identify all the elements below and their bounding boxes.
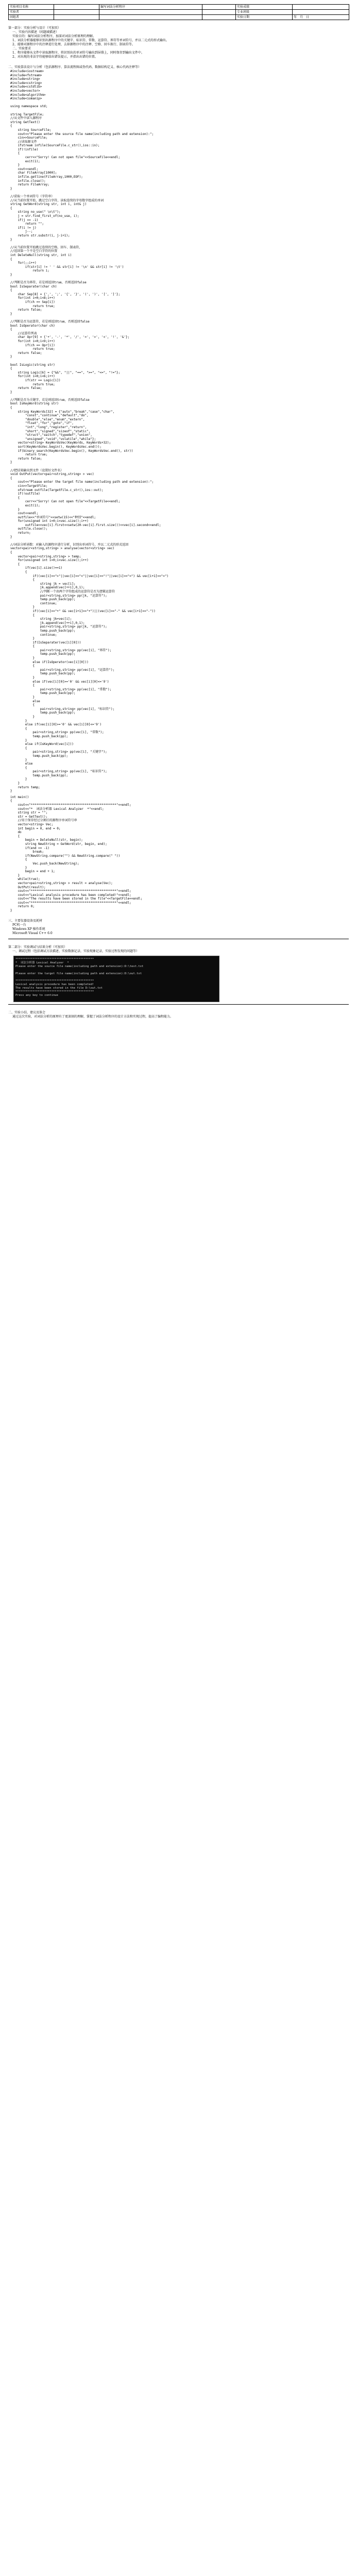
code-line: return i;: [10, 269, 49, 273]
code-line: #include<cstring>: [10, 81, 42, 85]
console-line: The results have been stored in the file D:\out.txt: [15, 986, 103, 990]
header-cell: [54, 10, 99, 15]
code-line: {: [10, 406, 12, 410]
console-line: **********************************************: [15, 957, 94, 961]
code-line: }: [10, 535, 12, 539]
code-line: bool IsLogic(string str): [10, 363, 55, 367]
console-line: **********************************************: [15, 990, 94, 993]
code-line: continue;: [10, 601, 57, 605]
code-line: exit(1);: [10, 159, 40, 163]
code-line: char Sep[8] = {',', ';', '{', '}', '(', ')', '[', ']'};: [10, 292, 121, 296]
text-line: PC机一台: [12, 923, 26, 927]
code-line: for(int i=0;i<6;i++): [10, 375, 55, 379]
code-line: using namespace std;: [10, 105, 48, 109]
code-line: if(ch == Opr[i]): [10, 343, 55, 347]
text-line: 实验目的：编写词法分析程序，加深对词法分析原理的理解。: [12, 35, 96, 38]
code-line: #include<fstream>: [10, 73, 42, 77]
code-line: cout<<"Please enter the source file name(including path and extension):";: [10, 132, 154, 136]
text-line: 二、实验要求: [12, 47, 31, 50]
code-line: temp.push_back(pp);: [10, 598, 76, 602]
code-line: if(j == -1): [10, 218, 39, 222]
code-line: for(int i=0;i<9;i++): [10, 339, 55, 343]
code-line: if(IsSeparater(vec[i][0])): [10, 640, 81, 645]
code-line: }: [10, 507, 20, 512]
code-line: cout<<"* 词法分析器 Lexical Analyzer *"<<endl;: [10, 807, 104, 811]
code-line: }: [10, 909, 12, 913]
code-line: ifstream infile(SourceFile.c_str(),ios::in);: [10, 144, 100, 148]
code-line: //词法分析函数：对输入的源程序进行分析，识别出单词符号，并以二元式的形式返回: [10, 543, 129, 547]
code-line: char Opr[9] = {'+', '-', '*', '/', '=', '>', '<', '!', '&'};: [10, 335, 130, 340]
code-line: cout<<endl;: [10, 512, 39, 516]
code-line: if(ch == Sep[i]): [10, 300, 55, 304]
code-line: {: [10, 613, 35, 617]
code-line: {: [10, 664, 35, 668]
code-line: [8, 539, 349, 543]
code-line: pair<string,string> pp(vec[i], "标识符");: [10, 707, 115, 711]
code-line: return temp;: [10, 785, 40, 789]
code-line: for(unsigned int i=0;i<vec.size();i++): [10, 558, 89, 563]
code-line: }: [10, 782, 20, 786]
code-line: vector<pair<string,string> > temp;: [10, 554, 81, 558]
code-line: {: [10, 496, 20, 500]
code-line: }: [10, 758, 27, 762]
header-cell: [202, 15, 236, 20]
code-line: }: [10, 789, 12, 793]
code-line: [8, 394, 349, 398]
part3-title: 三、主要仪器设备及耗材: [8, 919, 43, 923]
header-cell: [293, 10, 349, 15]
section-divider: [8, 1004, 349, 1005]
code-line: {: [10, 289, 12, 293]
code-line: temp.push_back(pp);: [10, 754, 68, 758]
code-line: temp.push_back(pp);: [10, 773, 68, 777]
code-line: continue;: [10, 633, 57, 637]
code-line: }: [10, 777, 27, 782]
code-line: str = GetText();: [10, 815, 48, 819]
code-line: if((vec[i]=="+" && vec[i+1]=="+")||(vec[i]=="-" && vec[i+1]=="-")): [10, 609, 156, 613]
code-line: }: [10, 866, 27, 870]
text-line: 通过这次实验，对词法分析的原理有了更深刻的理解，掌握了词法分析程序的设计方法和实现过程，提高了编程能力。: [12, 1014, 174, 1019]
code-line: string str = "";: [10, 811, 48, 815]
code-line: [8, 191, 349, 195]
code-line: return true;: [10, 453, 48, 457]
code-line: int main(): [10, 795, 29, 799]
code-line: if(end == -1): [10, 846, 49, 850]
code-line: temp.push_back(pp);: [10, 652, 76, 656]
code-line: #include<cstdlib>: [10, 85, 42, 89]
code-line: }: [10, 637, 35, 641]
code-line: {: [10, 766, 27, 770]
header-cell: 编写词法分析程序: [99, 5, 202, 10]
report-body: [8, 4, 349, 1019]
code-line: string GetWord(string str, int i, int& j): [10, 202, 87, 207]
code-line: pair<string,string> pp(vec[i], "常数");: [10, 731, 104, 735]
code-line: do: [10, 831, 22, 835]
report-header-table: [8, 4, 349, 20]
code-line: string TargetFile;: [10, 112, 44, 116]
text-line: 一、实验内容描述（问题域描述）: [12, 30, 59, 34]
code-line: return FileArray;: [10, 183, 49, 187]
code-line: if(str == Logic[i]): [10, 378, 61, 382]
code-line: begin = end + 1;: [10, 870, 55, 874]
code-line: j--;: [10, 230, 33, 234]
code-line: vector<pair<string,string> > result = analyse(Vec);: [10, 881, 113, 885]
code-line: string jk = vec[i];: [10, 582, 76, 586]
code-line: string Logic[6] = {"&&", "||", "==", ">=", "<=", "!="};: [10, 370, 121, 375]
code-line: pair<string,string> pp(vec[i], "界符");: [10, 648, 112, 652]
code-line: //判断是否为运算符，若是则返回true，否则返回false: [10, 320, 90, 324]
part3-content: [8, 923, 349, 936]
part1-content: [8, 30, 349, 59]
code-line: jk.append(vec[++i],0,1);: [10, 586, 85, 590]
code-line: {: [10, 476, 12, 480]
header-cell: 专业班级: [236, 10, 293, 15]
code-line: cerr<<"Sorry! Can not open file"<<SourceFile<<endl;: [10, 156, 121, 160]
code-line: }: [10, 696, 35, 699]
code-line: "unsigned","void","volatile","while"};: [10, 437, 96, 441]
text-line: Microsoft Visual C++ 6.0: [12, 931, 53, 935]
code-line: pair<string,string> pp(vec[i], "关键字");: [10, 750, 107, 754]
header-cell: 实验日期: [236, 15, 293, 20]
code-line: {: [10, 746, 27, 750]
code-line: {: [10, 645, 35, 649]
code-line: pair<string,string> pp(vec[i], "标识符");: [10, 770, 107, 774]
code-line: vector<string> Vec;: [10, 823, 54, 826]
code-line: while(true);: [10, 877, 40, 882]
header-cell: [54, 5, 99, 10]
code-line: break;: [10, 850, 44, 854]
code-line: char FileArray[1000];: [10, 171, 57, 175]
code-line: #include<vector>: [10, 89, 40, 93]
code-line: OutPut(result);: [10, 885, 46, 889]
code-line: return false;: [10, 308, 42, 312]
code-line: return 0;: [10, 905, 35, 909]
header-cell: [293, 5, 349, 10]
header-cell: [99, 15, 202, 20]
code-line: [8, 101, 349, 105]
code-line: infile.close();: [10, 179, 46, 183]
code-line: if((vec[i]==">"||vec[i]=="<"||vec[i]=="!"||vec[i]=="=") && vec[i+1]=="="): [10, 574, 169, 578]
code-line: //用于保存经过分割后的源程序单词符号串: [10, 819, 77, 823]
code-line: #include<string>: [10, 77, 40, 81]
header-cell: 年 月 日: [293, 15, 349, 20]
code-line: cin>>TargetFile;: [10, 484, 48, 488]
code-line: {: [10, 328, 12, 332]
code-line: pair<string,string> pp(jk, "运算符");: [10, 594, 107, 598]
code-line: cout<<"The results have been stored in the file"<<TargetFile<<endl;: [10, 897, 143, 901]
code-line: string NewString = GetWord(str, begin, end);: [10, 842, 107, 846]
code-line: ofstream outfile(TargetFile.c_str(),ios::out);: [10, 488, 104, 492]
code-line: temp.push_back(pp);: [10, 711, 76, 715]
code-line: outfile.close();: [10, 527, 48, 531]
code-line: return true;: [10, 304, 55, 308]
code-line: outfile<<vec[i].first<<setw(20-vec[i].first.size())<<vec[i].second<<endl;: [10, 523, 161, 527]
code-line: [8, 316, 349, 320]
code-line: "const","continue","default","do",: [10, 414, 89, 418]
code-line: bool IsSeparater(char ch): [10, 284, 57, 289]
code-line: //获取一个单词符号（字符串）: [10, 195, 55, 198]
part4-title: 第二部分：实验调试与结果分析（可加页）: [8, 945, 67, 949]
code-line: //从文件中读入源程序: [10, 116, 42, 121]
code-line: if(!outfile): [10, 492, 40, 496]
code-line: j = str.find_first_of(no_use, i);: [10, 214, 79, 218]
part4-content: [8, 950, 349, 954]
code-line: "int","long","register","return",: [10, 426, 87, 430]
code-line: }: [10, 676, 35, 680]
code-line: infile.getline(FileArray,1000,EOF);: [10, 175, 83, 179]
code-line: }: [10, 656, 35, 660]
console-line: Press any key to continue: [15, 993, 58, 997]
code-line: if(binary_search(KeyWordsVec.begin(), KeyWordsVec.end(), str)): [10, 449, 133, 453]
code-line: }: [10, 312, 12, 316]
code-line: }: [10, 355, 12, 359]
code-line: }: [10, 238, 12, 242]
code-line: else if(vec[i][0]>='0' && vec[i][0]<='9'): [10, 680, 109, 684]
console-screenshot: [13, 956, 219, 1002]
code-line: for(unsigned int i=0;i<vec.size();i++): [10, 519, 89, 523]
code-line: {: [10, 799, 12, 803]
code-line: #include<iomanip>: [10, 97, 42, 101]
code-line: int begin = 0, end = 0;: [10, 826, 61, 831]
code-line: {: [10, 551, 12, 555]
code-line: {: [10, 151, 20, 156]
code-line: Vec.push_back(NewString);: [10, 861, 79, 866]
code-line: return;: [10, 531, 31, 535]
text-line: 1、词法分析器能够识别出源程序中的关键字、标识符、常数、运算符、界符等单词符号，并以二元式的形式输出。: [12, 39, 169, 42]
code-line: [8, 109, 349, 113]
code-line: //判断一个由两个字符组成的运算符是否为逻辑运算符: [10, 589, 115, 594]
code-line: {: [10, 684, 35, 688]
header-row: [9, 15, 349, 20]
code-line: outfile<<"单词符号"<<setw(15)<<"种别"<<endl;: [10, 515, 96, 519]
code-line: [8, 465, 349, 469]
code-line: [8, 359, 349, 363]
code-line: }: [10, 461, 12, 465]
code-line: else: [10, 699, 40, 703]
text-line: 1、程序能够从文件中读取源程序，将识别出的单词符号输出到屏幕上，同时保存到输出文件中。: [12, 51, 144, 55]
code-line: if(NewString.compare("") && NewString.compare(" ")): [10, 854, 121, 858]
code-line: else: [10, 762, 33, 766]
code-line: return false;: [10, 351, 42, 355]
code-line: //判断是否为关键字，若是则返回true，否则返回false: [10, 398, 90, 402]
code-line: pair<string,string> pp(vec[i], "常数");: [10, 687, 112, 691]
code-line: cout<<"**********************************************"<<endl;: [10, 803, 131, 807]
code-line: //从当前位置开始，跳过空白字符，读取连续的字母数字组成的单词: [10, 198, 104, 202]
code-line: pair<string,string> pp(jk, "运算符");: [10, 625, 107, 629]
console-line: * 词法分析器 Lexical Analyzer *: [15, 961, 69, 964]
code-line: return false;: [10, 456, 42, 461]
header-cell: 实验成绩: [236, 5, 293, 10]
code-line: {: [10, 703, 35, 707]
code-line: for(;;i++): [10, 261, 37, 265]
code-line: {: [10, 858, 27, 862]
code-line: temp.push_back(pp);: [10, 629, 76, 633]
code-line: return true;: [10, 347, 55, 351]
code-line: }: [10, 605, 35, 609]
code-line: }: [10, 873, 20, 877]
code-line: cerr<<"Sorry! Can not open file"<<TargetFile<<endl;: [10, 500, 121, 504]
code-line: //从当前位置开始跳过连续的空格、回车、制表符，: [10, 245, 82, 249]
code-line: //读取源文件: [10, 140, 37, 144]
code-line: if(vec[i].size()==1): [10, 566, 63, 570]
console-line: **********************************************: [15, 979, 94, 982]
code-line: {: [10, 726, 27, 731]
header-cell: 同组者: [9, 15, 54, 20]
console-line: Lexical analysis procedure has been completed!: [15, 982, 94, 986]
code-line: {: [10, 206, 12, 210]
code-line: {: [10, 562, 20, 566]
header-cell: [202, 10, 236, 15]
header-cell: [54, 15, 99, 20]
code-line: "float","for","goto","if",: [10, 421, 74, 426]
code-line: else if(IsKeyWord(vec[i])): [10, 742, 74, 747]
code-line: "struct","switch","typedef","union",: [10, 433, 92, 437]
code-line: }: [10, 390, 12, 394]
part1-title: 第一部分：实验分析与设计（可加页）: [8, 26, 61, 30]
code-line: exit(1);: [10, 503, 40, 507]
code-line: if(i != j): [10, 226, 37, 230]
part5-content: [8, 1015, 349, 1019]
text-line: Windows XP 操作系统: [12, 927, 45, 931]
code-line: else if(vec[i][0]>='0' && vec[i][0]<='9'): [10, 723, 102, 727]
code-line: cout<<"Please enter the target file name(including path and extension):";: [10, 480, 154, 484]
code-line: return str.substr(i, j-i+1);: [10, 233, 70, 238]
header-cell: [99, 10, 202, 15]
text-line: 2、能够对源程序中的注释进行处理，去掉源程序中的注释、空格、回车换行、制表符等。: [12, 43, 135, 46]
code-line: "double","else","enum","extern",: [10, 417, 85, 421]
code-line: }: [10, 163, 20, 167]
code-line: "short","signed","sizeof","static",: [10, 429, 91, 433]
code-line: jk.append(vec[++i],0,1);: [10, 621, 85, 625]
code-line: if(str[i] != ' ' && str[i] != '\n' && str[i] != '\t'): [10, 265, 124, 269]
code-line: for(int i=0;i<8;i++): [10, 296, 55, 300]
header-cell: 实验项目名称: [9, 5, 54, 10]
code-line: }: [10, 187, 12, 191]
code-line: #include<iostream>: [10, 70, 44, 73]
header-cell: [202, 5, 236, 10]
code-line: {: [10, 124, 12, 128]
code-line: {: [10, 367, 12, 371]
code-line: vector<string> KeyWordsVec(KeyWords, KeyWords+32);: [10, 441, 111, 445]
console-line: Please enter the target file name(including path and extension):D:\out.txt: [15, 972, 142, 975]
console-line: [15, 969, 217, 972]
code-line: return false;: [10, 386, 42, 391]
code-line: temp.push_back(pp);: [10, 734, 68, 738]
code-line: }: [10, 719, 27, 723]
code-line: [8, 277, 349, 281]
console-line: [15, 976, 217, 979]
code-line: begin = DeleteNull(str, begin);: [10, 838, 83, 842]
code-line: {: [10, 257, 12, 261]
code-line: [8, 242, 349, 246]
code-line: }: [10, 273, 12, 277]
code-line: return true;: [10, 382, 55, 386]
console-line: Please enter the source file name(including path and extension):D:\test.txt: [15, 964, 144, 968]
code-line: {: [10, 578, 35, 582]
code-line: string GetText(): [10, 120, 40, 124]
code-line: }: [10, 715, 35, 719]
code-line: string jk=vec[i];: [10, 617, 72, 621]
text-line: 2、对出现的非法字符能够给出错误提示，并指出出错的位置。: [12, 55, 98, 59]
code-line: else if(IsOperator(vec[i][0])): [10, 660, 89, 664]
code-line: cin>>SourceFile;: [10, 136, 48, 140]
part2-title: 二、实验算法设计与分析（包括源程序、算法流程图或伪代码、数据结构定义、核心代码注释等）: [8, 65, 142, 69]
code-line: //运算符列表: [10, 331, 37, 335]
code-line: }: [10, 738, 27, 742]
code-line: int DeleteNull(string str, int i): [10, 253, 72, 257]
header-row: [9, 5, 349, 10]
part5-title: 二、实验小结、建议及体会: [8, 1010, 46, 1014]
code-line: if(!infile): [10, 147, 39, 151]
code-line: cout<<endl;: [10, 167, 39, 171]
code-line: temp.push_back(pp);: [10, 672, 76, 676]
code-line: void OutPut(vector<pair<string,string> > vec): [10, 472, 94, 477]
source-code-block-b: [8, 795, 349, 913]
text-line: 一、调试过程（包括调试方法描述、实验数据记录，实验现象记录，实验过程发现的问题等）: [12, 949, 140, 953]
code-line: cout<<"**********************************************"<<endl;: [10, 889, 131, 893]
code-line: pair<string,string> pp(vec[i], "运算符");: [10, 668, 115, 672]
code-line: cout<<"**********************************************"<<endl;: [10, 901, 131, 905]
code-line: //把结果输出到文件（设置好文件名）: [10, 468, 64, 472]
code-line: {: [10, 834, 20, 838]
source-code-block-a: [8, 70, 349, 793]
code-line: sort(KeyWordsVec.begin(), KeyWordsVec.end());: [10, 445, 102, 449]
code-line: {: [10, 570, 27, 574]
code-line: cout<<"Lexical analysis procedure has been completed!"<<endl;: [10, 893, 131, 897]
code-line: vector<pair<string,string> > analyse(vector<string> vec): [10, 547, 115, 551]
code-line: string SourceFile;: [10, 128, 52, 132]
code-line: return "";: [10, 222, 44, 226]
header-cell: 实验者: [9, 10, 54, 15]
code-line: string no_use(" \n\t");: [10, 210, 61, 214]
code-line: //返回第一个不是空白字符的位置: [10, 249, 58, 253]
code-line: bool IsKeyWord(string str): [10, 402, 59, 406]
code-line: //判断是否为界符，若是则返回true，否则返回false: [10, 281, 87, 285]
code-line: temp.push_back(pp);: [10, 691, 76, 696]
header-row: [9, 10, 349, 15]
code-line: #include<algorithm>: [10, 93, 46, 97]
code-line: string KeyWords[32] = {"auto","break","case","char",: [10, 410, 115, 414]
code-line: bool IsOperator(char ch): [10, 324, 55, 328]
